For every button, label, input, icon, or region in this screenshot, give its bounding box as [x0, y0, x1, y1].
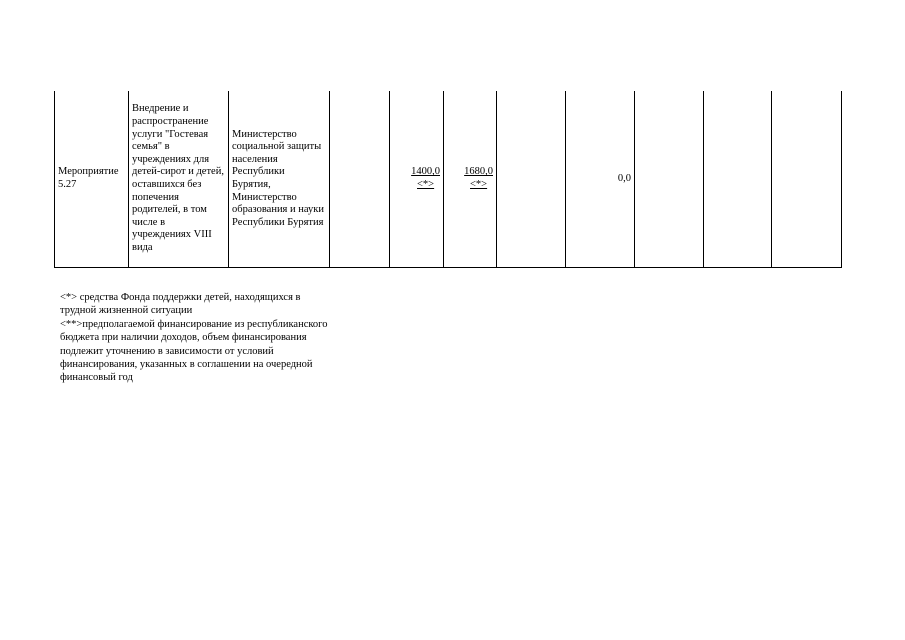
empty-cell	[497, 91, 566, 268]
amount-value-2[interactable]: 1680,0 <*>	[464, 166, 493, 190]
footnote-link[interactable]: <*>	[417, 179, 435, 190]
table-row	[55, 91, 842, 268]
amount-cell-1	[390, 91, 444, 268]
footnote-link[interactable]: <*>	[470, 179, 488, 190]
amount-cell-3: 0,0	[566, 91, 635, 268]
empty-cell	[772, 91, 842, 268]
program-table	[54, 91, 842, 268]
activity-code-cell: Мероприятие 5.27	[55, 91, 129, 268]
footnotes	[60, 291, 330, 385]
footnote-2: <**>предполагаемой финансирование из республиканского бюджета при наличии доходов, объем финансирования подлежит уточнению в зависимости от условий финансирования, указанных в соглашении на очередной финансовый год	[60, 318, 328, 384]
amount-value-1[interactable]: 1400,0 <*>	[411, 166, 440, 190]
amount-cell-2	[444, 91, 497, 268]
executor-cell: Министерство социальной защиты населения Республики Бурятия, Министерство образования и науки Республики Бурятия	[229, 91, 330, 268]
activity-name-cell: Внедрение и распространение услуги "Гостевая семья" в учреждениях для детей-сирот и детей, оставшихся без попечения родителей, в том числе в учреждениях VIII вида	[129, 91, 229, 268]
empty-cell	[330, 91, 390, 268]
empty-cell	[635, 91, 704, 268]
empty-cell	[704, 91, 772, 268]
footnote-1: <*> средства Фонда поддержки детей, находящихся в трудной жизненной ситуации	[60, 292, 301, 317]
